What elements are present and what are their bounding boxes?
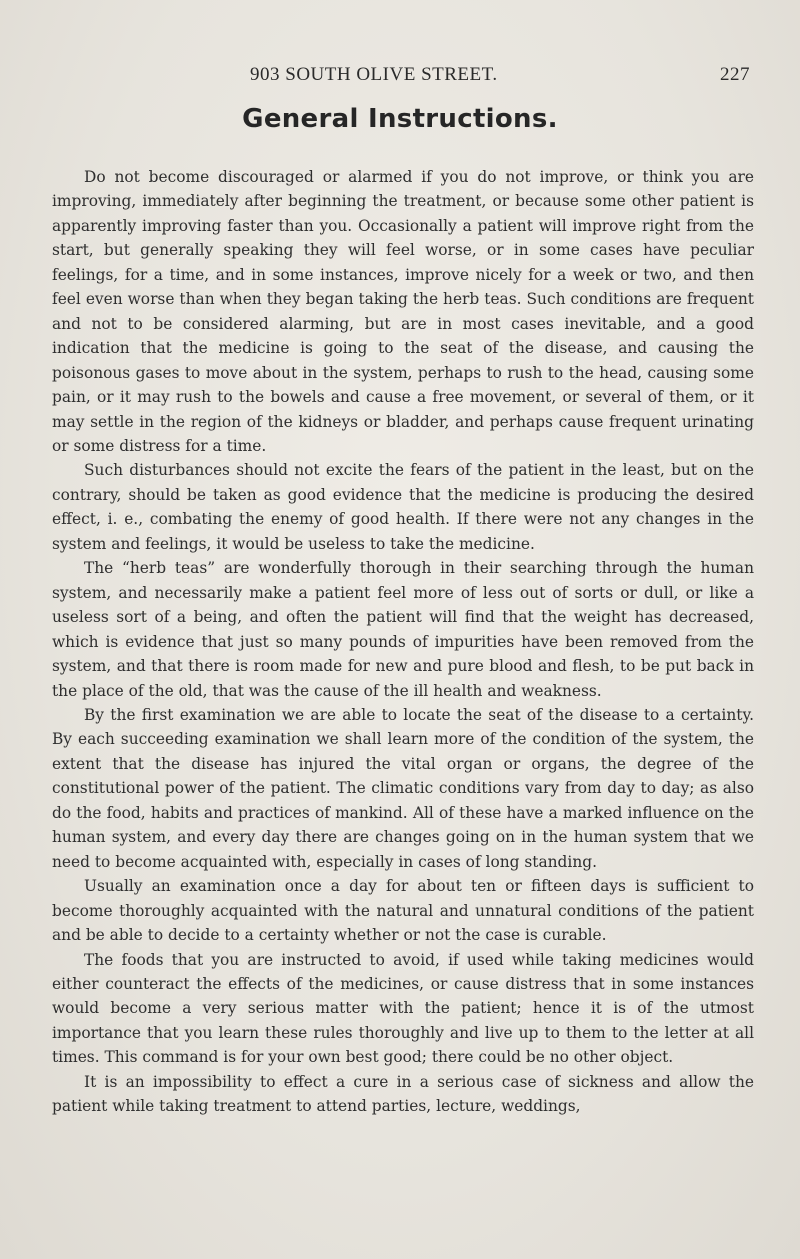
page-number: 227 [720, 64, 750, 85]
paragraph: By the first examination we are able to locate the seat of the disease to a certainty. By each succeeding examination we shall learn more of the condition of the system, the extent that the disease has injured the vital organ or organs, the degree of the constitutional power of the patient. The climatic conditions vary from day to day; as also do the food, habits and practices of mankind. All of these have a marked influence on the human system, and every day there are changes going on in the human system that we need to become acquainted with, especially in cases of long standing. [52, 705, 754, 871]
paragraph: The foods that you are instructed to avoid, if used while taking medicines would either counteract the effects of the medicines, or cause distress that in some instances would become a very serious matter with the patient; hence it is of the utmost importance that you learn these rules thoroughly and live up to them to the letter at all times. This command is for your own best good; there could be no other object. [52, 950, 754, 1067]
paragraph: It is an impossibility to effect a cure in a serious case of sickness and allow the patient while taking treatment to attend parties, lecture, weddings, [52, 1072, 754, 1116]
section-title: General Instructions. [242, 104, 558, 134]
paragraph: The “herb teas” are wonderfully thorough in their searching through the human system, and necessarily make a patient feel more of less out of sorts or dull, or like a useless sort of a being, and often the patient will find that the weight has decreased, which is evidence that just so many pounds of impurities have been removed from the system, and that there is room made for new and pure blood and flesh, to be put back in the place of the old, that was the cause of the ill health and weakness. [52, 559, 754, 700]
paragraph: Usually an examination once a day for about ten or fifteen days is sufficient to become thoroughly acquainted with the natural and unnatural conditions of the patient and be able to decide to a certainty whether or not the case is curable. [52, 877, 754, 945]
running-head [250, 64, 750, 88]
paragraph: Such disturbances should not excite the fears of the patient in the least, but on the contrary, should be taken as good evidence that the medicine is producing the desired effect, i. e., combating the enemy of good health. If there were not any changes in the system and feelings, it would be useless to take the medicine. [52, 461, 754, 553]
paragraph: Do not become discouraged or alarmed if you do not improve, or think you are improving, immediately after beginning the treatment, or because some other patient is apparently improving faster than you. Occasionally a patient will improve right from the start, but generally speaking they will feel worse, or in some cases have peculiar feelings, for a time, and in some instances, improve nicely for a week or two, and then feel even worse than when they began taking the herb teas. Such conditions are frequent and not to be considered alarming, but are in most cases inevitable, and a good indication that the medicine is going to the seat of the disease, and causing the poisonous gases to move about in the system, perhaps to rush to the head, causing some pain, or it may rush to the bowels and cause a free movement, or several of them, or it may settle in the region of the kidneys or bladder, and perhaps cause frequent urinating or some distress for a time. [52, 168, 754, 455]
body-text [52, 165, 754, 1119]
running-head-street: 903 SOUTH OLIVE STREET. [250, 64, 498, 85]
